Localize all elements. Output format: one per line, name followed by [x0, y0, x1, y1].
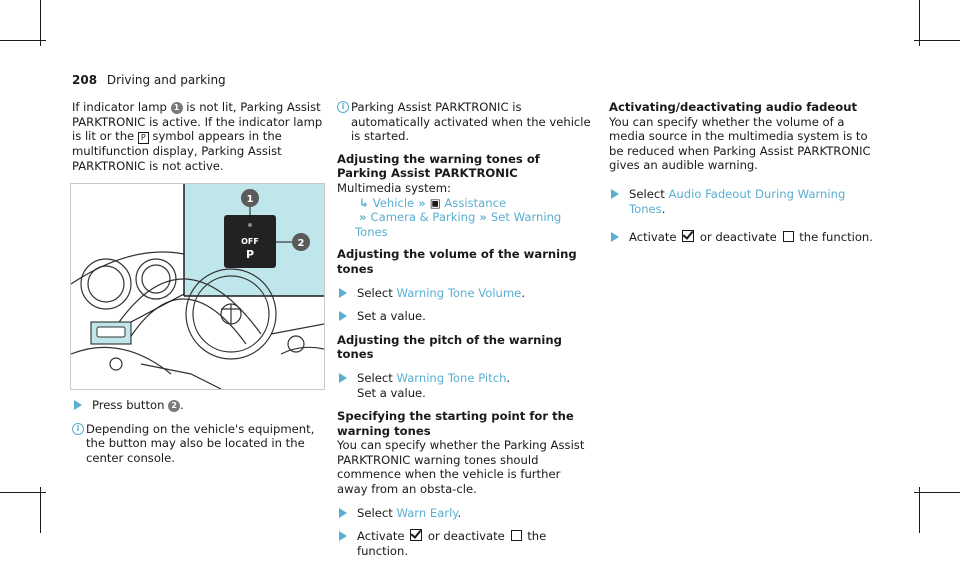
heading-adjust-tones: Adjusting the warning tones of Parking Assist PARKTRONIC [337, 151, 540, 181]
option-warning-pitch[interactable]: Warning Tone Pitch [396, 370, 507, 385]
column-1 [72, 100, 327, 182]
menu-camera-parking[interactable]: Camera & Parking [370, 210, 476, 225]
heading-starting-point: Specifying the starting point for the warning tones [337, 409, 574, 438]
callout-1-icon: 1 [171, 102, 183, 114]
empty-box-icon [511, 530, 522, 541]
empty-box-icon [783, 231, 794, 242]
info-note: i Depending on the vehicle's equipment, the button may also be located in the center console. [72, 422, 327, 466]
step-set-value: Set a value. [337, 309, 592, 324]
intro-paragraph: If indicator lamp 1 is not lit, Parking Assist PARKTRONIC is active. If the indicator lamp is lit or the P symbol appears in the multifunction display, Parking Assist PARKTRONIC is not active. [72, 100, 323, 173]
step-arrow-icon [611, 189, 619, 199]
column-3 [609, 100, 879, 254]
step-arrow-icon [74, 400, 82, 410]
option-warn-early[interactable]: Warn Early [396, 505, 458, 520]
step-arrow-icon [611, 232, 619, 242]
svg-text:P: P [245, 248, 255, 261]
column-2 [337, 100, 592, 567]
assistance-icon: ▣ [429, 195, 441, 210]
callout-2-icon: 2 [168, 400, 180, 412]
crop-mark [0, 492, 46, 493]
step-arrow-icon [339, 311, 347, 321]
menu-path: ↳ Vehicle » ▣ Assistance » Camera & Parking » Set Warning Tones [355, 195, 562, 239]
option-audio-fadeout[interactable]: Audio Fadeout During Warning Tones [629, 186, 846, 216]
checked-box-icon [410, 529, 422, 541]
info-icon: i [72, 423, 84, 435]
page-header [72, 73, 226, 88]
step-select-warn-early: Select Warn Early. [337, 506, 592, 521]
parktronic-off-icon: P [138, 132, 149, 144]
starting-point-desc: You can specify whether the Parking Assist PARKTRONIC warning tones should commence when the vehicle is further away from an obsta-cle. [337, 438, 585, 497]
checked-box-icon [682, 230, 694, 242]
heading-pitch: Adjusting the pitch of the warning tones [337, 332, 562, 362]
step-press-button: Press button 2 . [72, 398, 327, 413]
callout-2-label: 2 [297, 238, 305, 249]
step-activate-fadeout: Activate or deactivate the function. [609, 230, 879, 245]
option-warning-volume[interactable]: Warning Tone Volume [396, 285, 522, 300]
crop-mark [919, 487, 920, 533]
menu-set-warning-tones[interactable]: Set Warning Tones [355, 210, 562, 239]
crop-mark [914, 40, 960, 41]
parktronic-button-figure [70, 183, 325, 390]
crop-mark [0, 40, 46, 41]
callout-1-label: 1 [246, 194, 254, 205]
heading-audio-fadeout: Activating/deactivating audio fadeout [609, 100, 858, 114]
step-select-pitch: Select Warning Tone Pitch. Set a value. [337, 371, 592, 400]
crop-mark [914, 492, 960, 493]
menu-vehicle[interactable]: Vehicle [372, 195, 415, 210]
step-select-volume: Select Warning Tone Volume. [337, 286, 592, 301]
step-arrow-icon [339, 373, 347, 383]
crop-mark [40, 487, 41, 533]
multimedia-label: Multimedia system: [337, 180, 451, 195]
fadeout-desc: You can specify whether the volume of a media source in the multimedia system is to be reduced when Parking Assist PARKTRONIC gives an audible warning. [609, 114, 871, 173]
step-arrow-icon [339, 508, 347, 518]
section-title: Driving and parking [106, 73, 226, 87]
step-select-fadeout: Select Audio Fadeout During Warning Tones. [609, 187, 879, 216]
info-icon: i [337, 101, 349, 113]
step-activate: Activate or deactivate the function. [337, 529, 592, 558]
info-note-auto: i Parking Assist PARKTRONIC is automatically activated when the vehicle is started. [337, 100, 592, 144]
page-number: 208 [72, 73, 98, 87]
step-arrow-icon [339, 288, 347, 298]
dashboard-illustration [71, 184, 324, 389]
menu-assistance[interactable]: Assistance [444, 195, 507, 210]
button-off-label: OFF [241, 237, 259, 246]
heading-volume: Adjusting the volume of the warning tones [337, 247, 577, 276]
column-1-lower [72, 398, 327, 465]
